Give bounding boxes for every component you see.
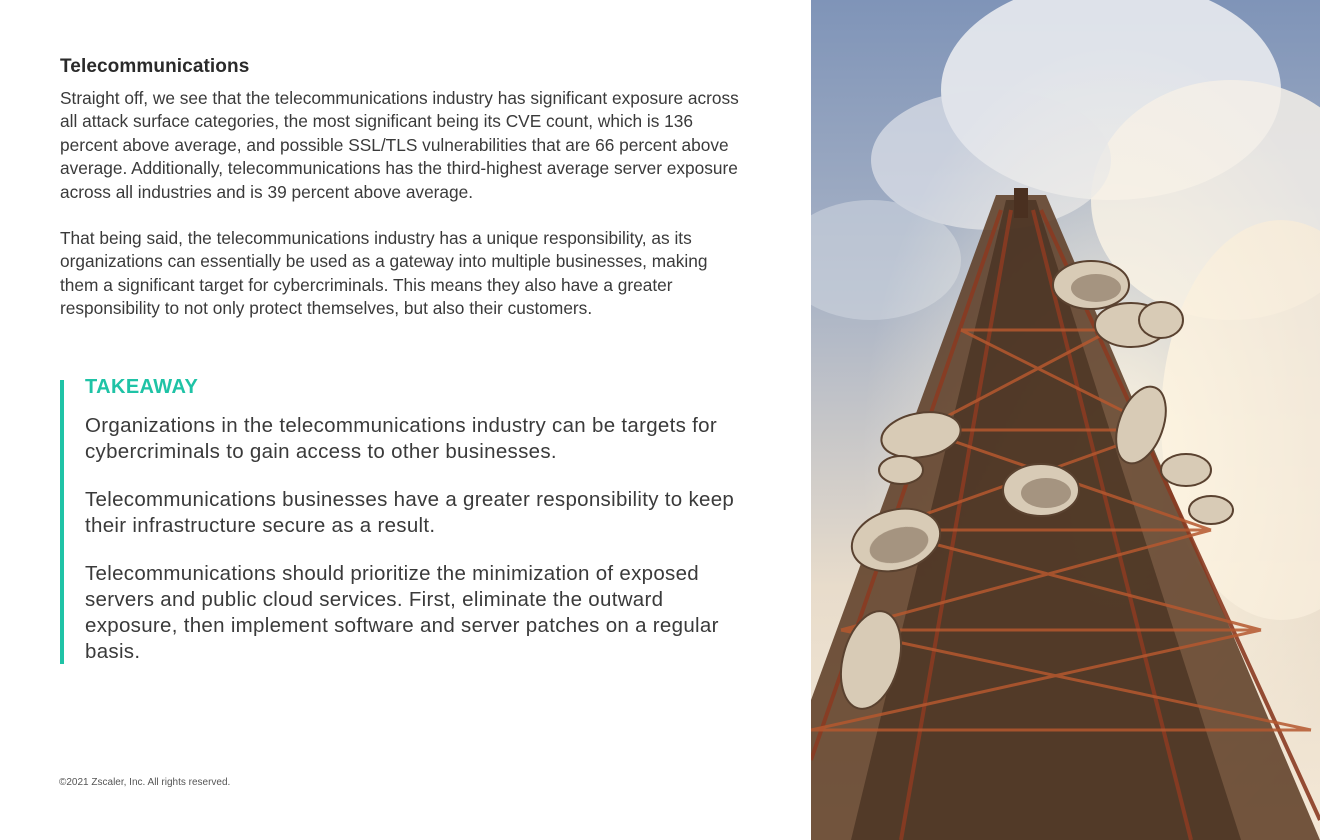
takeaway-title: TAKEAWAY bbox=[85, 376, 199, 398]
section-heading: Telecommunications bbox=[60, 56, 250, 77]
takeaway-item: Organizations in the telecommunications industry can be targets for cybercriminals to gain access to other businesses. bbox=[85, 414, 717, 463]
body-paragraph: That being said, the telecommunications industry has a unique responsibility, as its organizations can essentially be used as a gateway into multiple businesses, making them a significant target for cybercriminals. This means they also have a greater responsibility to not only protect themselves, but also their customers. bbox=[60, 228, 708, 319]
takeaway-callout bbox=[60, 376, 740, 664]
body-paragraph: Straight off, we see that the telecommunications industry has significant exposure across all attack surface categories, the most significant being its CVE count, which is 136 percent above average, and possible SSL/TLS vulnerabilities that are 66 percent above average. Additionally, telecommunications has the third-highest average server exposure across all industries and is 39 percent above average. bbox=[60, 88, 739, 202]
copyright-notice: ©2021 Zscaler, Inc. All rights reserved. bbox=[59, 777, 231, 788]
telecom-tower-photo bbox=[811, 0, 1320, 840]
takeaway-item: Telecommunications businesses have a greater responsibility to keep their infrastructure secure as a result. bbox=[85, 488, 735, 537]
takeaway-item: Telecommunications should prioritize the minimization of exposed servers and public cloud services. First, eliminate the outward exposure, then implement software and server patches on a regular basis. bbox=[85, 562, 719, 663]
